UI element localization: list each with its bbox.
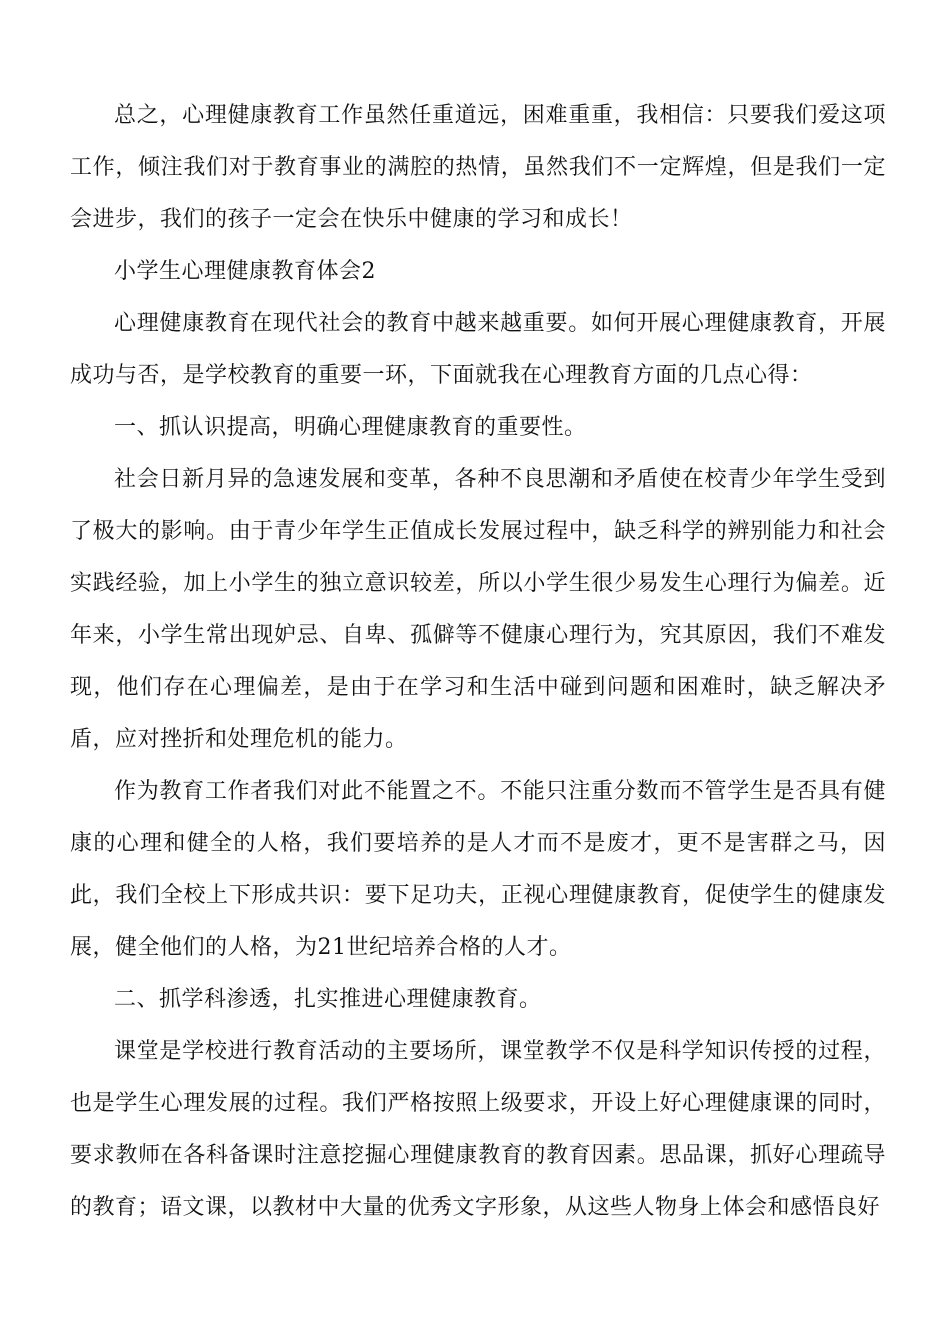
paragraph-intro: 心理健康教育在现代社会的教育中越来越重要。如何开展心理健康教育，开展成功与否，是学校教育的重要一环，下面就我在心理教育方面的几点心得： — [70, 311, 886, 388]
paragraph-social-change: 社会日新月异的急速发展和变革，各种不良思潮和矛盾使在校青少年学生受到了极大的影响。由于青少年学生正值成长发展过程中，缺乏科学的辨别能力和社会实践经验，加上小学生的独立意识较差，所以小学生很少易发生心理行为偏差。近年来，小学生常出现妒忌、自卑、孤僻等不健康心理行为，究其原因，我们不难发现，他们存在心理偏差，是由于在学习和生活中碰到问题和困难时，缺乏解决矛盾，应对挫折和处理危机的能力。 — [70, 467, 886, 752]
paragraph-classroom: 课堂是学校进行教育活动的主要场所，课堂教学不仅是科学知识传授的过程，也是学生心理发展的过程。我们严格按照上级要求，开设上好心理健康课的同时，要求教师在各科备课时注意挖掘心理健康教育的教育因素。思品课，抓好心理疏导的教育；语文课，以教材中大量的优秀文字形象，从这些人物身上体会和感悟良好 — [70, 1039, 886, 1220]
paragraph-educator-role: 作为教育工作者我们对此不能置之不。不能只注重分数而不管学生是否具有健康的心理和健全的人格，我们要培养的是人才而不是废才，更不是害群之马，因此，我们全校上下形成共识：要下足功夫，正视心理健康教育，促使学生的健康发展，健全他们的人格，为21世纪培养合格的人才。 — [70, 779, 886, 960]
heading-point-two: 二、抓学科渗透，扎实推进心理健康教育。 — [114, 987, 542, 1012]
paragraph-conclusion: 总之，心理健康教育工作虽然任重道远，困难重重，我相信：只要我们爱这项工作，倾注我们对于教育事业的满腔的热情，虽然我们不一定辉煌，但是我们一定会进步，我们的孩子一定会在快乐中健康的学习和成长！ — [70, 103, 886, 232]
document-body — [70, 90, 886, 1234]
section-title: 小学生心理健康教育体会2 — [114, 259, 376, 284]
heading-point-one: 一、抓认识提高，明确心理健康教育的重要性。 — [114, 415, 587, 440]
